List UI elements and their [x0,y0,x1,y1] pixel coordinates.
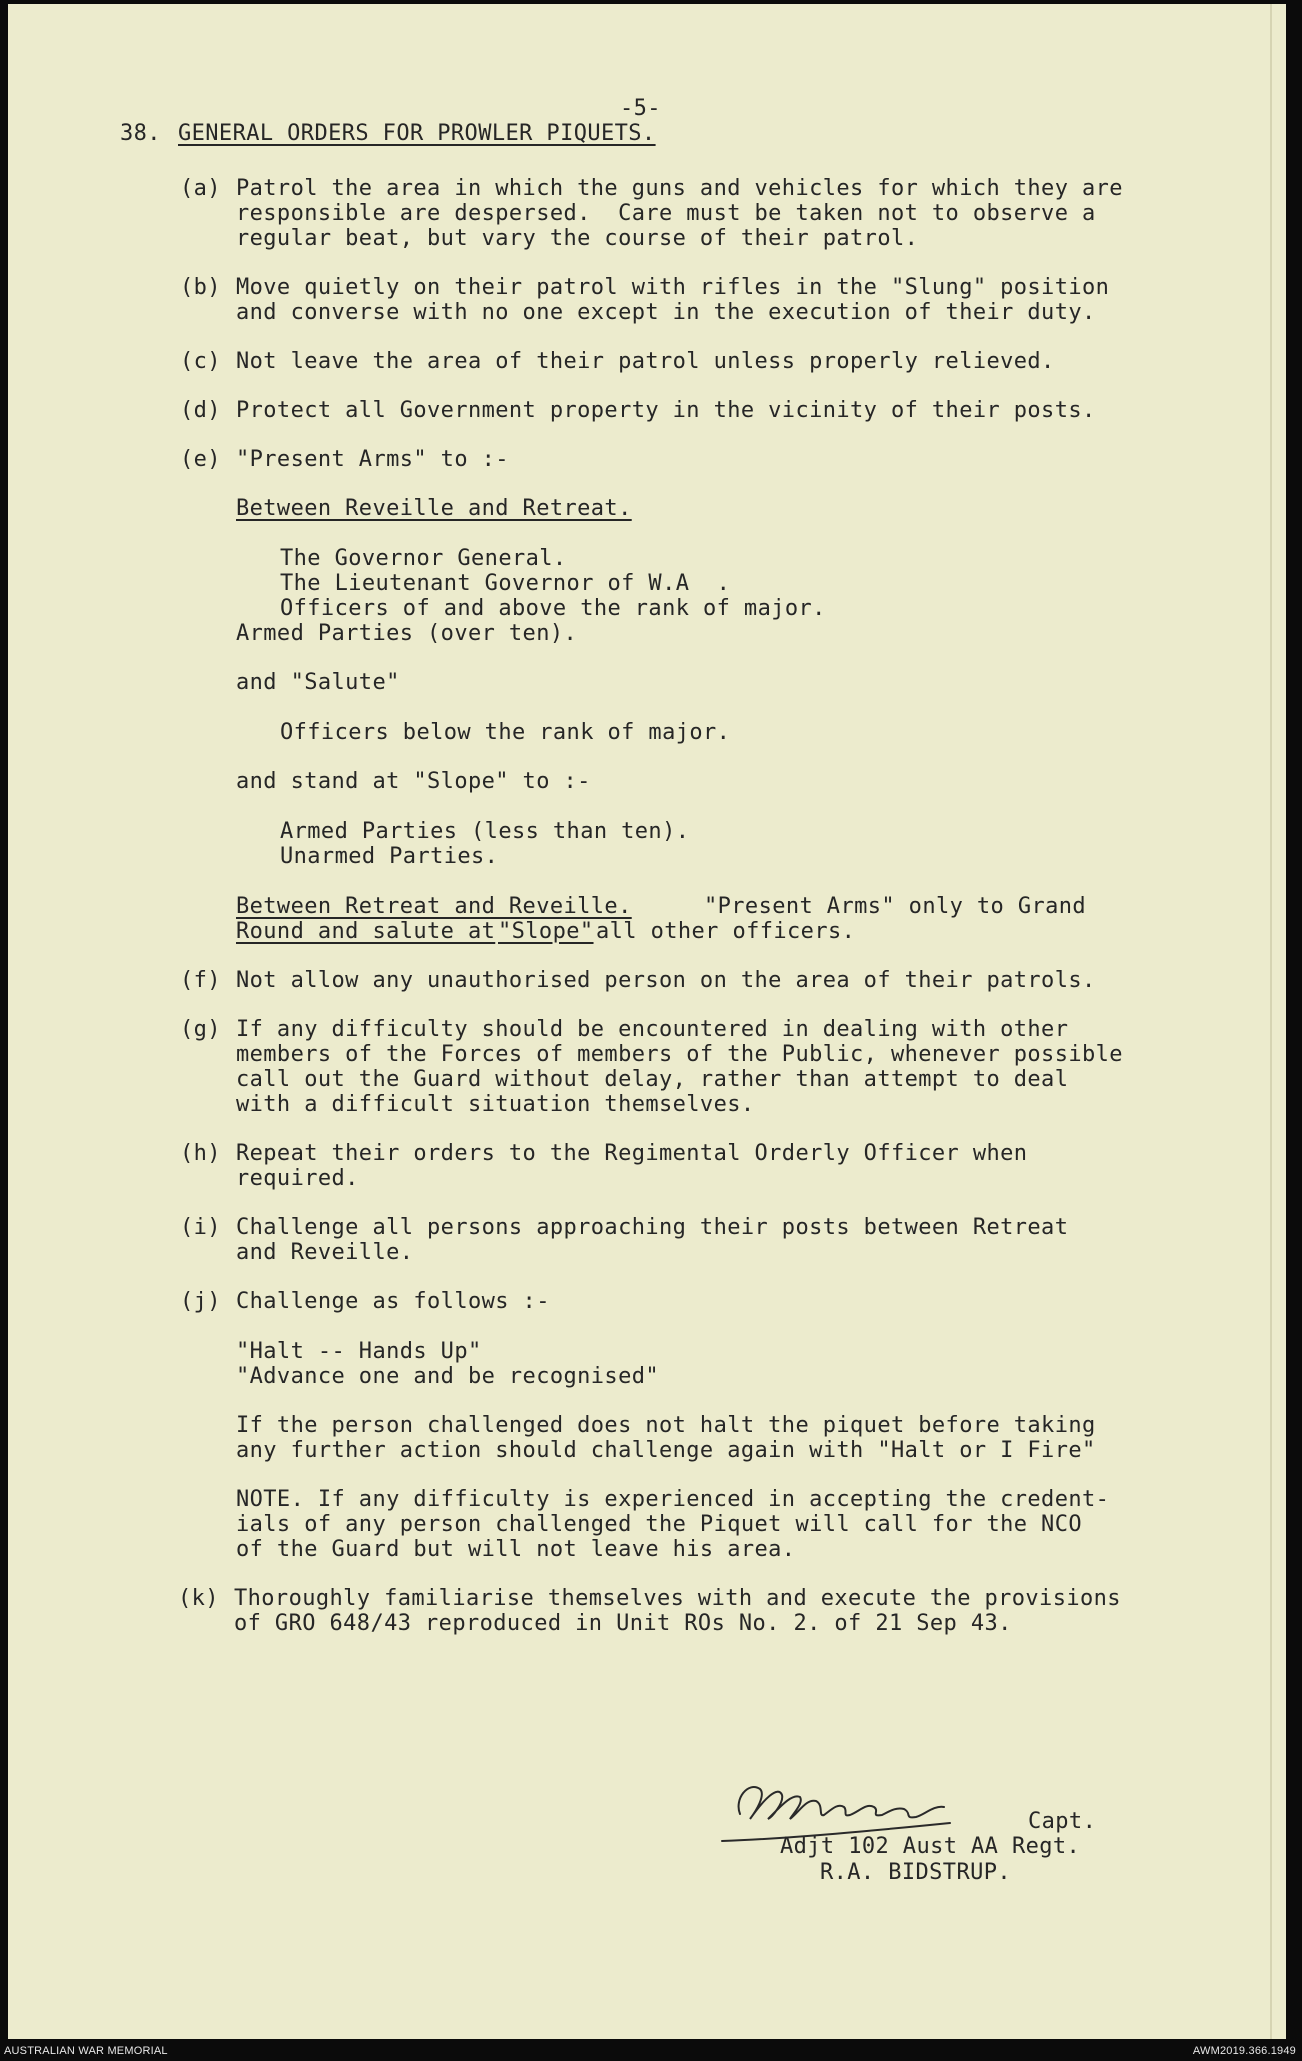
item-a-marker: (a) [180,176,221,201]
item-h-line: Repeat their orders to the Regimental Orderly Officer when [236,1141,1028,1166]
item-h-line: required. [236,1166,359,1191]
item-a-line: responsible are despersed. Care must be taken not to observe a [236,201,1096,226]
challenge-paragraph: any further action should challenge again with "Halt or I Fire" [236,1438,1096,1463]
subheading-retreat-reveille: Between Retreat and Reveille. [236,894,632,919]
salute-intro: and "Salute" [236,670,400,695]
challenge-paragraph: If the person challenged does not halt the piquet before taking [236,1413,1096,1438]
item-g-line: call out the Guard without delay, rather than attempt to deal [236,1067,1069,1092]
item-f-marker: (f) [180,968,221,993]
item-j-line: Challenge as follows :- [236,1289,550,1314]
item-e-line: "Present Arms" to :- [236,447,509,472]
signatory-name: R.A. BIDSTRUP. [820,1860,1012,1885]
list-item: The Lieutenant Governor of W.A . [280,571,731,596]
document-page [8,4,1286,2039]
night-orders-text: "Present Arms" only to Grand [704,894,1087,919]
item-c-line: Not leave the area of their patrol unless properly relieved. [236,349,1055,374]
item-j-marker: (j) [180,1289,221,1314]
footer-archive-label: AUSTRALIAN WAR MEMORIAL [4,2045,168,2057]
challenge-line: "Advance one and be recognised" [236,1364,659,1389]
item-g-marker: (g) [180,1017,221,1042]
page-number: -5- [620,96,661,121]
item-b-line: and converse with no one except in the execution of their duty. [236,300,1096,325]
item-k-line: Thoroughly familiarise themselves with and execute the provisions [234,1586,1121,1611]
signatory-rank: Capt. [1028,1809,1097,1834]
item-g-line: with a difficult situation themselves. [236,1092,755,1117]
item-i-marker: (i) [180,1215,221,1240]
night-orders-text: "Slope" [498,919,594,944]
paper-edge [1270,4,1272,2039]
list-item: Officers below the rank of major. [280,720,731,745]
item-i-line: and Reveille. [236,1240,414,1265]
list-item: The Governor General. [280,546,567,571]
subheading-reveille-retreat: Between Reveille and Retreat. [236,496,632,521]
item-d-marker: (d) [180,398,221,423]
item-k-line: of GRO 648/43 reproduced in Unit ROs No. 2. of 21 Sep 43. [234,1611,1012,1636]
item-f-line: Not allow any unauthorised person on the area of their patrols. [236,968,1096,993]
night-orders-text: all other officers. [596,919,856,944]
item-k-marker: (k) [178,1586,219,1611]
signatory-appointment: Adjt 102 Aust AA Regt. [780,1834,1081,1859]
item-e-marker: (e) [180,447,221,472]
item-c-marker: (c) [180,349,221,374]
item-d-line: Protect all Government property in the vicinity of their posts. [236,398,1096,423]
note-paragraph: of the Guard but will not leave his area. [236,1537,796,1562]
list-item: Unarmed Parties. [280,844,499,869]
item-b-marker: (b) [180,275,221,300]
slope-intro: and stand at "Slope" to :- [236,769,591,794]
list-item: Armed Parties (less than ten). [280,819,690,844]
footer-accession-number: AWM2019.366.1949 [1192,2045,1296,2057]
challenge-line: "Halt -- Hands Up" [236,1339,482,1364]
item-g-line: members of the Forces of members of the Public, whenever possible [236,1042,1123,1067]
item-i-line: Challenge all persons approaching their posts between Retreat [236,1215,1069,1240]
item-g-line: If any difficulty should be encountered in dealing with other [236,1017,1069,1042]
list-item: Officers of and above the rank of major. [280,596,826,621]
section-number: 38. [120,121,161,146]
night-orders-text: Round and salute at [236,919,496,944]
item-a-line: Patrol the area in which the guns and vehicles for which they are [236,176,1123,201]
note-paragraph: NOTE. If any difficulty is experienced in accepting the credent- [236,1487,1110,1512]
item-b-line: Move quietly on their patrol with rifles in the "Slung" position [236,275,1110,300]
item-h-marker: (h) [180,1141,221,1166]
note-paragraph: ials of any person challenged the Piquet will call for the NCO [236,1512,1082,1537]
page-title: GENERAL ORDERS FOR PROWLER PIQUETS. [178,121,656,146]
list-item: Armed Parties (over ten). [236,621,578,646]
item-a-line: regular beat, but vary the course of their patrol. [236,226,919,251]
